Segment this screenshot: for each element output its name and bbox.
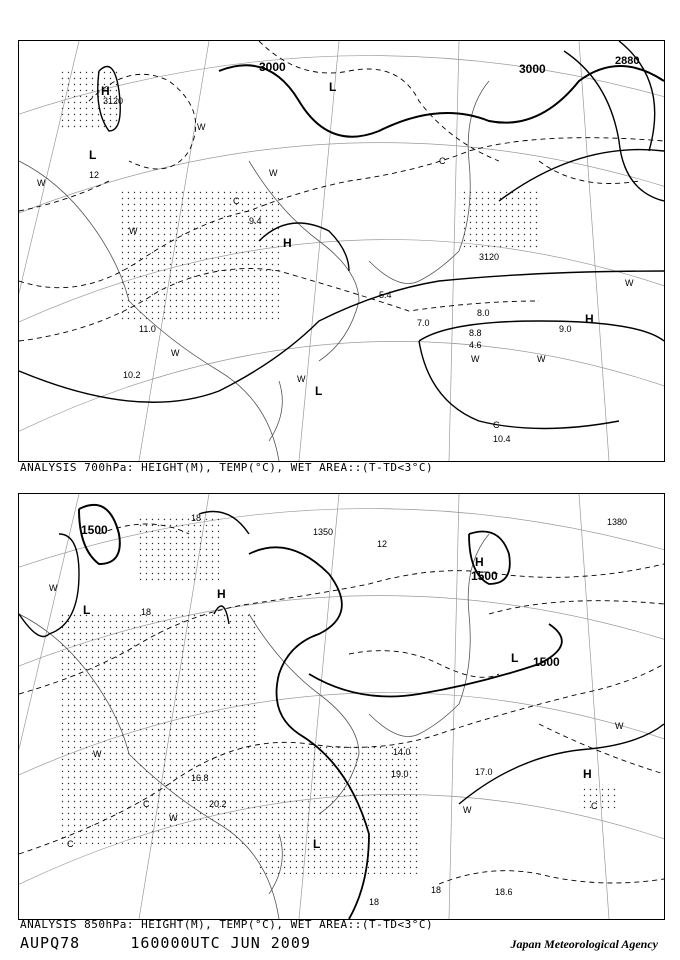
cold-symbol: C [233, 196, 240, 206]
cold-symbol: C [591, 801, 598, 811]
contour-label: 2880 [615, 55, 640, 67]
low-pressure-center: L [313, 837, 321, 851]
chart-footer [20, 934, 311, 952]
warm-symbol: W [171, 348, 180, 358]
contour-label: 1350 [313, 527, 334, 537]
low-pressure-center: L [83, 603, 91, 617]
station-value: 19.0 [391, 769, 409, 779]
station-value: 14.0 [393, 747, 411, 757]
contour-label: 3120 [103, 96, 124, 106]
warm-symbol: W [93, 749, 102, 759]
cold-symbol: C [67, 839, 74, 849]
warm-symbol: W [49, 583, 58, 593]
high-pressure-center: H [217, 587, 226, 601]
warm-symbol: W [197, 122, 206, 132]
station-value: 7.0 [417, 318, 430, 328]
station-value: 9.0 [559, 324, 572, 334]
station-value: 10.4 [493, 434, 511, 444]
station-value: 20.2 [209, 799, 227, 809]
warm-symbol: W [625, 278, 634, 288]
station-value: 16.8 [191, 773, 209, 783]
station-value: 10.2 [123, 370, 141, 380]
map-850hpa [19, 494, 664, 919]
low-pressure-center: L [329, 80, 337, 94]
contour-label: 3000 [259, 60, 286, 74]
cold-symbol: C [493, 420, 500, 430]
station-value: 8.8 [469, 328, 482, 338]
low-pressure-center: L [89, 148, 97, 162]
cold-symbol: C [143, 799, 150, 809]
station-value: 17.0 [475, 767, 493, 777]
high-pressure-center: H [101, 84, 110, 98]
warm-symbol: W [471, 354, 480, 364]
contour-label: 3000 [519, 62, 546, 76]
warm-symbol: W [269, 168, 278, 178]
agency-name: Japan Meteorological Agency [510, 937, 658, 951]
contour-label: 3120 [479, 252, 500, 262]
high-pressure-center: H [475, 555, 484, 569]
warm-symbol: W [537, 354, 546, 364]
station-value: 18 [191, 513, 202, 523]
station-value: 12 [89, 170, 100, 180]
high-pressure-center: H [583, 767, 592, 781]
contour-label: 1500 [471, 569, 498, 583]
high-pressure-center: H [585, 312, 594, 326]
warm-symbol: W [297, 374, 306, 384]
station-value: 11.0 [139, 324, 156, 334]
caption-850hpa: ANALYSIS 850hPa: HEIGHT(M), TEMP(°C), WET AREA::(T-TD<3°C) [20, 918, 434, 931]
contour-label: 1500 [81, 523, 108, 537]
chart-panel-700hpa [18, 40, 665, 462]
warm-symbol: W [169, 813, 178, 823]
station-value: 18.6 [495, 887, 513, 897]
contour-label: 1380 [607, 517, 628, 527]
station-value: 4.6 [469, 340, 482, 350]
valid-time: 160000UTC JUN 2009 [130, 934, 311, 952]
low-pressure-center: L [315, 384, 323, 398]
station-value: 9.4 [249, 216, 262, 226]
high-pressure-center: H [283, 236, 292, 250]
chart-panel-850hpa [18, 493, 665, 920]
warm-symbol: W [37, 178, 46, 188]
warm-symbol: W [615, 721, 624, 731]
station-value: 8.0 [477, 308, 490, 318]
station-value: 18 [431, 885, 442, 895]
station-value: 18 [369, 897, 380, 907]
warm-symbol: W [463, 805, 472, 815]
station-value: 12 [377, 539, 388, 549]
station-value: 5.4 [379, 290, 392, 300]
wet-area-700 [59, 71, 539, 321]
caption-700hpa: ANALYSIS 700hPa: HEIGHT(M), TEMP(°C), WET AREA::(T-TD<3°C) [20, 461, 434, 474]
cold-symbol: C [439, 156, 446, 166]
station-value: 18 [141, 607, 152, 617]
chart-id: AUPQ78 [20, 934, 81, 952]
warm-symbol: W [129, 226, 138, 236]
contour-label: 1500 [533, 655, 560, 669]
low-pressure-center: L [511, 651, 519, 665]
